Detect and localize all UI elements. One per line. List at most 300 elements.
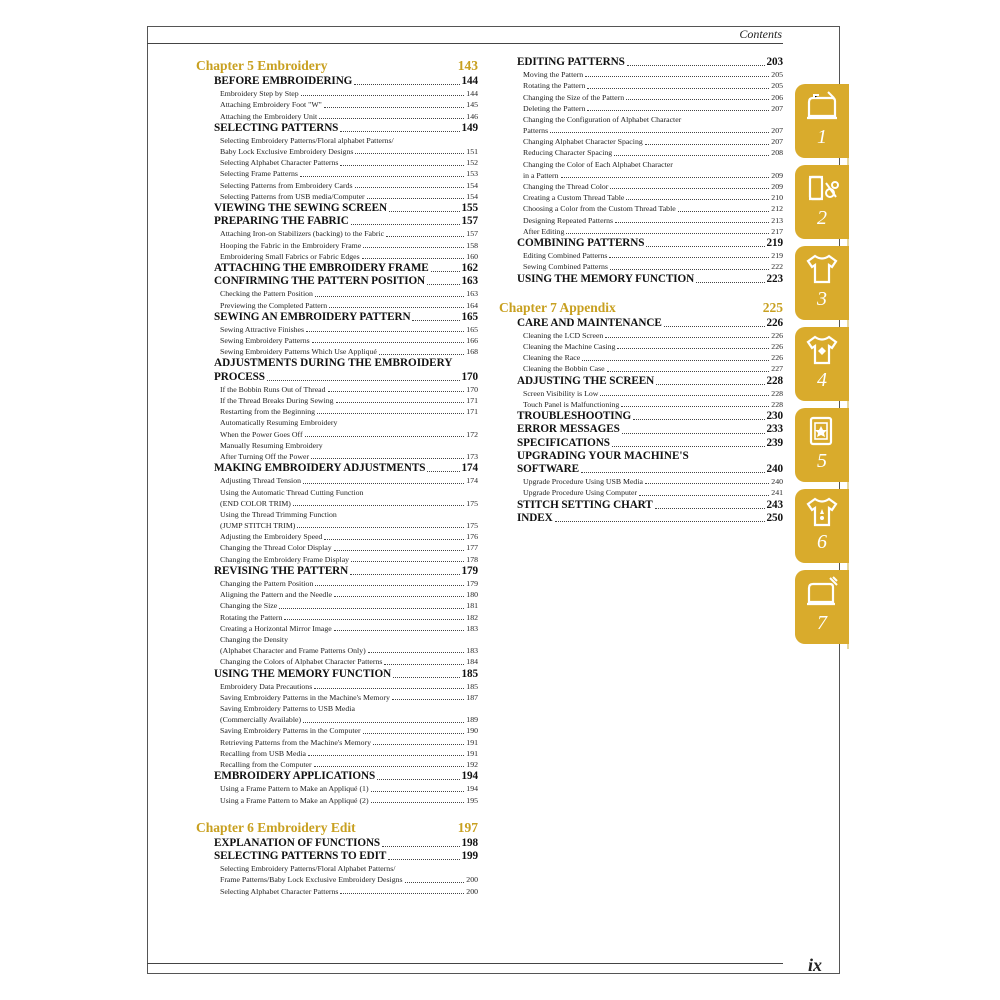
dot-leader <box>614 155 769 156</box>
shirt-icon <box>804 252 840 286</box>
toc-subsection-entry[interactable] <box>499 192 783 203</box>
toc-entry-title: Creating a Custom Thread Table <box>523 193 625 203</box>
toc-subsection-entry[interactable] <box>499 388 783 399</box>
dot-leader <box>405 882 465 883</box>
toc-section-entry[interactable] <box>196 462 478 475</box>
toc-entry-page: 145 <box>466 100 478 110</box>
toc-subsection-entry[interactable] <box>196 180 478 191</box>
running-header: Contents <box>739 27 782 41</box>
toc-section-entry[interactable] <box>196 668 478 681</box>
toc-subsection-entry[interactable] <box>499 261 783 272</box>
toc-subsection-entry[interactable] <box>499 80 783 91</box>
toc-subsection-entry[interactable] <box>499 69 783 80</box>
toc-subsection-entry[interactable] <box>196 146 478 157</box>
chapter-page: 225 <box>762 299 783 315</box>
toc-entry-title: Saving Embroidery Patterns in the Machine's Memory <box>220 692 390 702</box>
toc-entry-page: 207 <box>771 103 783 113</box>
toc-section-entry[interactable] <box>196 850 478 863</box>
toc-subsection-entry[interactable] <box>196 346 478 357</box>
toc-entry-page: 160 <box>466 251 478 261</box>
toc-entry-title: Reducing Character Spacing <box>523 148 613 158</box>
dot-leader <box>645 144 770 145</box>
toc-entry-page: 198 <box>461 836 478 849</box>
toc-subsection-entry[interactable] <box>196 874 478 885</box>
dot-leader <box>373 744 464 745</box>
toc-entry-page: 241 <box>771 488 783 498</box>
toc-subsection-entry[interactable] <box>499 330 783 341</box>
toc-subsection-entry[interactable] <box>196 251 478 262</box>
toc-subsection-entry[interactable] <box>196 169 478 180</box>
toc-subsection-entry[interactable] <box>499 399 783 410</box>
chapter-heading[interactable] <box>196 818 478 837</box>
toc-subsection-entry[interactable] <box>196 406 478 417</box>
chapter-tab-number: 6 <box>817 531 827 553</box>
toc-entry-page: 207 <box>771 126 783 136</box>
dot-leader <box>319 118 464 119</box>
toc-entry-page: 144 <box>461 75 478 87</box>
toc-subsection-entry[interactable] <box>196 88 478 99</box>
toc-subsection-entry[interactable] <box>196 487 478 498</box>
toc-subsection-entry[interactable] <box>499 226 783 237</box>
dot-leader <box>646 246 764 247</box>
toc-entry-page: 210 <box>771 193 783 203</box>
toc-section-entry[interactable] <box>196 311 478 324</box>
toc-subsection-entry[interactable] <box>196 554 478 565</box>
toc-entry-title: Checking the Pattern Position <box>220 289 313 299</box>
machine-maintenance-icon <box>804 576 840 610</box>
toc-subsection-entry[interactable] <box>196 324 478 335</box>
toc-subsection-entry[interactable] <box>196 692 478 703</box>
toc-subsection-entry[interactable] <box>196 726 478 737</box>
dot-leader <box>627 65 765 66</box>
toc-section-entry[interactable] <box>196 275 478 288</box>
toc-entry-page: 226 <box>766 316 783 329</box>
toc-entry-page: 219 <box>766 237 783 249</box>
toc-section-entry[interactable] <box>499 410 783 423</box>
dot-leader <box>297 527 464 528</box>
toc-entry-title: Recalling from USB Media <box>220 748 306 758</box>
dot-leader <box>334 596 464 597</box>
toc-section-entry[interactable] <box>196 837 478 850</box>
toc-entry-page: 171 <box>466 407 478 417</box>
toc-subsection-entry[interactable] <box>196 288 478 299</box>
toc-section-entry[interactable] <box>196 215 478 228</box>
toc-section-entry[interactable] <box>499 375 783 388</box>
toc-entry-page: 199 <box>461 850 478 862</box>
toc-subsection-entry[interactable] <box>196 578 478 589</box>
toc-subsection-entry[interactable] <box>499 114 783 125</box>
dot-leader <box>678 211 770 212</box>
toc-subsection-entry[interactable] <box>196 335 478 346</box>
toc-entry-title: Adjusting the Embroidery Speed <box>220 532 323 542</box>
decorated-shirt-icon <box>804 495 840 529</box>
toc-entry-page: 226 <box>771 342 783 352</box>
toc-entry-title: ADJUSTING THE SCREEN <box>517 374 655 387</box>
toc-entry-page: 165 <box>466 324 478 334</box>
toc-entry-page: 181 <box>466 601 478 611</box>
toc-entry-page: 223 <box>766 272 783 285</box>
chapter-tab-3[interactable] <box>795 246 849 320</box>
toc-subsection-entry[interactable] <box>196 737 478 748</box>
dot-leader <box>600 395 769 396</box>
toc-entry-title: Selecting Alphabet Character Patterns <box>220 158 339 168</box>
toc-entry-page: 165 <box>461 310 478 323</box>
toc-entry-page: 155 <box>461 202 478 215</box>
dot-leader <box>355 153 464 154</box>
toc-subsection-entry[interactable] <box>499 352 783 363</box>
toc-entry-page: 217 <box>771 226 783 236</box>
toc-entry-page: 183 <box>466 646 478 656</box>
toc-entry-title: (Alphabet Character and Frame Patterns Only) <box>220 646 366 656</box>
dot-leader <box>431 271 460 272</box>
toc-entry-title: Attaching Embroidery Foot "W" <box>220 100 322 110</box>
toc-entry-page: 175 <box>466 521 478 531</box>
toc-entry-title: COMBINING PATTERNS <box>517 237 645 249</box>
dot-leader <box>371 791 465 792</box>
chapter-heading[interactable] <box>499 298 783 317</box>
toc-entry-title: Changing Alphabet Character Spacing <box>523 137 643 147</box>
dot-leader <box>587 88 769 89</box>
toc-subsection-entry[interactable] <box>196 623 478 634</box>
toc-entry-page: 163 <box>466 289 478 299</box>
toc-entry-page: 200 <box>466 875 478 885</box>
toc-entry-title: Changing the Density <box>220 634 288 644</box>
toc-entry-title: VIEWING THE SEWING SCREEN <box>214 202 387 215</box>
dot-leader <box>655 508 765 509</box>
toc-entry-page: 163 <box>461 275 478 288</box>
chapter-title: Chapter 6 Embroidery Edit <box>196 819 356 835</box>
toc-entry-title: Restarting from the Beginning <box>220 407 316 417</box>
toc-entry-title: SELECTING PATTERNS TO EDIT <box>214 850 387 862</box>
toc-entry-page: 178 <box>466 554 478 564</box>
toc-entry-title: Selecting Embroidery Patterns/Floral alphabet Patterns/ <box>220 135 394 145</box>
toc-entry-title: BEFORE EMBROIDERING <box>214 75 353 87</box>
toc-subsection-entry[interactable] <box>196 681 478 692</box>
toc-subsection-entry[interactable] <box>499 364 783 375</box>
dot-leader <box>368 652 465 653</box>
toc-section-entry[interactable] <box>499 499 783 512</box>
toc-entry-title: Embroidery Step by Step <box>220 89 299 99</box>
toc-subsection-entry[interactable] <box>499 215 783 226</box>
dot-leader <box>377 779 459 780</box>
chapter-tab-2[interactable] <box>795 165 849 239</box>
toc-subsection-entry[interactable] <box>196 783 478 794</box>
dot-leader <box>324 107 464 108</box>
dot-leader <box>362 258 465 259</box>
dot-leader <box>582 360 769 361</box>
dot-leader <box>284 619 464 620</box>
dot-leader <box>626 99 769 100</box>
chapter-7-entries <box>499 317 783 525</box>
toc-subsection-entry[interactable] <box>499 103 783 114</box>
toc-subsection-entry[interactable] <box>499 203 783 214</box>
toc-entry-title: Changing the Size of the Pattern <box>523 92 625 102</box>
toc-entry-page: 212 <box>771 204 783 214</box>
toc-section-entry[interactable] <box>196 75 478 88</box>
toc-entry-title: Previewing the Completed Pattern <box>220 300 328 310</box>
dot-leader <box>315 296 464 297</box>
chapter-tab-4[interactable] <box>795 327 849 401</box>
toc-entry-page: 250 <box>766 511 783 524</box>
dot-leader <box>561 177 770 178</box>
dot-leader <box>351 224 460 225</box>
toc-entry-title: Selecting Patterns from USB media/Computer <box>220 191 365 201</box>
toc-entry-page: 200 <box>466 886 478 896</box>
chapter-6-entries <box>196 837 478 897</box>
toc-section-entry[interactable] <box>499 273 783 286</box>
toc-subsection-entry[interactable] <box>196 589 478 600</box>
toc-section-entry[interactable] <box>196 770 478 783</box>
dot-leader <box>609 257 769 258</box>
dot-leader <box>306 331 464 332</box>
toc-subsection-entry[interactable] <box>499 250 783 261</box>
sewing-machine-icon <box>804 90 840 124</box>
dot-leader <box>566 233 769 234</box>
toc-right-column <box>499 56 783 525</box>
toc-entry-title: STITCH SETTING CHART <box>517 498 653 511</box>
dot-leader <box>279 608 464 609</box>
toc-entry-page: 146 <box>466 111 478 121</box>
toc-entry-page: 240 <box>766 463 783 475</box>
toc-entry-title: Changing the Pattern Position <box>220 579 314 589</box>
toc-entry-page: 191 <box>466 748 478 758</box>
toc-subsection-entry[interactable] <box>196 795 478 806</box>
toc-section-entry[interactable] <box>499 437 783 450</box>
dot-leader <box>389 211 460 212</box>
chapter-tab-number: 2 <box>817 207 827 229</box>
chapter-tab-6[interactable] <box>795 489 849 563</box>
dot-leader <box>311 458 464 459</box>
dot-leader <box>303 483 464 484</box>
toc-entry-page: 144 <box>466 89 478 99</box>
toc-subsection-entry[interactable] <box>196 440 478 451</box>
toc-subsection-entry[interactable] <box>499 148 783 159</box>
toc-entry-page: 157 <box>461 215 478 228</box>
toc-entry-page: 172 <box>466 429 478 439</box>
toc-subsection-entry[interactable] <box>499 476 783 487</box>
toc-entry-title: ADJUSTMENTS DURING THE EMBROIDERY <box>214 357 453 370</box>
toc-section-entry[interactable] <box>499 512 783 525</box>
toc-subsection-entry[interactable] <box>196 759 478 770</box>
toc-subsection-entry[interactable] <box>196 157 478 168</box>
chapter-tab-number: 5 <box>817 450 827 472</box>
toc-subsection-entry[interactable] <box>196 498 478 509</box>
chapter-tab-number: 4 <box>817 369 827 391</box>
dot-leader <box>412 320 459 321</box>
toc-entry-title: SOFTWARE <box>517 463 579 475</box>
toc-entry-title: Cleaning the LCD Screen <box>523 330 604 340</box>
dot-leader <box>350 574 459 575</box>
toc-subsection-entry[interactable] <box>196 863 478 874</box>
toc-subsection-entry[interactable] <box>499 136 783 147</box>
toc-subsection-entry[interactable] <box>196 191 478 202</box>
toc-entry-page: 154 <box>466 180 478 190</box>
chapter-5-entries <box>196 75 478 806</box>
toc-section-entry[interactable] <box>196 565 478 578</box>
chapter-title: Chapter 7 Appendix <box>499 299 616 315</box>
dot-leader <box>605 337 769 338</box>
chapter-tab-7[interactable] <box>795 570 849 644</box>
chapter-tab-5[interactable] <box>795 408 849 482</box>
toc-subsection-entry[interactable] <box>499 170 783 181</box>
toc-entry-page: 179 <box>461 564 478 577</box>
toc-entry-title: Sewing Combined Patterns <box>523 262 608 272</box>
toc-subsection-entry[interactable] <box>499 181 783 192</box>
toc-section-entry[interactable] <box>196 371 478 384</box>
toc-section-entry[interactable] <box>499 463 783 476</box>
toc-entry-page: 168 <box>466 347 478 357</box>
toc-subsection-entry[interactable] <box>196 99 478 110</box>
toc-subsection-entry[interactable] <box>196 600 478 611</box>
toc-entry-title: UPGRADING YOUR MACHINE'S <box>517 449 689 462</box>
toc-subsection-entry[interactable] <box>196 228 478 239</box>
toc-subsection-entry[interactable] <box>196 886 478 897</box>
dot-leader <box>371 802 465 803</box>
toc-entry-page: 180 <box>466 590 478 600</box>
toc-entry-page: 170 <box>461 370 478 383</box>
dot-leader <box>393 677 459 678</box>
toc-section-entry[interactable] <box>196 358 478 371</box>
toc-entry-title: (END COLOR TRIM) <box>220 498 291 508</box>
toc-entry-page: 219 <box>771 251 783 261</box>
toc-entry-page: 185 <box>466 681 478 691</box>
chapter-tab-1[interactable] <box>795 84 849 158</box>
toc-entry-title: CARE AND MAINTENANCE <box>517 316 662 329</box>
footer-rule <box>147 963 783 964</box>
chapter-heading[interactable] <box>196 56 478 75</box>
toc-subsection-entry[interactable] <box>499 159 783 170</box>
dot-leader <box>610 188 769 189</box>
toc-subsection-entry[interactable] <box>196 417 478 428</box>
toc-left-column <box>196 56 478 897</box>
toc-subsection-entry[interactable] <box>499 92 783 103</box>
toc-subsection-entry[interactable] <box>196 543 478 554</box>
toc-subsection-entry[interactable] <box>196 634 478 645</box>
toc-entry-page: 228 <box>771 388 783 398</box>
dot-leader <box>340 165 464 166</box>
toc-subsection-entry[interactable] <box>196 520 478 531</box>
dot-leader <box>585 76 769 77</box>
toc-subsection-entry[interactable] <box>499 125 783 136</box>
dot-leader <box>384 664 464 665</box>
toc-subsection-entry[interactable] <box>196 384 478 395</box>
toc-entry-title: Aligning the Pattern and the Needle <box>220 590 332 600</box>
toc-subsection-entry[interactable] <box>196 395 478 406</box>
dot-leader <box>696 282 764 283</box>
toc-subsection-entry[interactable] <box>196 714 478 725</box>
toc-subsection-entry[interactable] <box>196 300 478 311</box>
toc-entry-title: Sewing Attractive Finishes <box>220 324 305 334</box>
dot-leader <box>664 326 765 327</box>
toc-entry-page: 157 <box>466 229 478 239</box>
toc-entry-title: EMBROIDERY APPLICATIONS <box>214 770 376 783</box>
toc-entry-page: 203 <box>766 56 783 68</box>
toc-subsection-entry[interactable] <box>196 748 478 759</box>
toc-entry-page: 151 <box>466 147 478 157</box>
toc-entry-page: 205 <box>771 70 783 80</box>
toc-subsection-entry[interactable] <box>196 612 478 623</box>
toc-section-entry[interactable] <box>196 202 478 215</box>
toc-entry-title: Changing the Color of Each Alphabet Character <box>523 159 673 169</box>
toc-section-entry[interactable] <box>499 237 783 250</box>
toc-entry-title: Sewing Embroidery Patterns Which Use Appliqué <box>220 347 377 357</box>
toc-subsection-entry[interactable] <box>499 487 783 498</box>
toc-entry-page: 206 <box>771 92 783 102</box>
toc-entry-title: Embroidering Small Fabrics or Fabric Edges <box>220 251 360 261</box>
toc-subsection-entry[interactable] <box>196 475 478 486</box>
toc-entry-title: Changing the Size <box>220 601 278 611</box>
toc-entry-page: 208 <box>771 148 783 158</box>
toc-subsection-entry[interactable] <box>196 645 478 656</box>
toc-subsection-entry[interactable] <box>196 656 478 667</box>
toc-entry-title: Using the Automatic Thread Cutting Function <box>220 487 364 497</box>
toc-entry-page: 154 <box>466 191 478 201</box>
dot-leader <box>300 176 464 177</box>
toc-subsection-entry[interactable] <box>499 341 783 352</box>
dot-leader <box>379 354 464 355</box>
toc-entry-title: Changing the Configuration of Alphabet Character <box>523 114 682 124</box>
toc-entry-page: 226 <box>771 353 783 363</box>
toc-entry-page: 191 <box>466 737 478 747</box>
toc-entry-page: 227 <box>771 364 783 374</box>
toc-section-entry[interactable] <box>499 56 783 69</box>
toc-entry-title: When the Power Goes Off <box>220 429 303 439</box>
toc-entry-title: Automatically Resuming Embroidery <box>220 418 338 428</box>
toc-subsection-entry[interactable] <box>196 509 478 520</box>
toc-entry-page: 162 <box>461 262 478 274</box>
dot-leader <box>621 406 769 407</box>
toc-section-entry[interactable] <box>196 122 478 135</box>
toc-entry-title: Changing the Colors of Alphabet Character Patterns <box>220 657 383 667</box>
toc-entry-page: 175 <box>466 498 478 508</box>
toc-section-entry[interactable] <box>499 423 783 436</box>
toc-entry-title: After Turning Off the Power <box>220 451 310 461</box>
toc-entry-title: Recalling from the Computer <box>220 760 312 770</box>
toc-subsection-entry[interactable] <box>196 451 478 462</box>
toc-entry-page: 207 <box>771 137 783 147</box>
chapter-tab-number: 3 <box>817 288 827 310</box>
dot-leader <box>301 95 465 96</box>
toc-entry-title: Manually Resuming Embroidery <box>220 440 323 450</box>
dot-leader <box>622 433 765 434</box>
dot-leader <box>314 766 465 767</box>
toc-entry-title: PREPARING THE FABRIC <box>214 215 349 228</box>
toc-entry-page: 170 <box>466 384 478 394</box>
toc-entry-title: Attaching Iron-on Stabilizers (backing) to the Fabric <box>220 229 385 239</box>
toc-entry-title: SELECTING PATTERNS <box>214 121 339 134</box>
toc-section-entry[interactable] <box>499 317 783 330</box>
toc-entry-page: 226 <box>771 330 783 340</box>
toc-section-entry[interactable] <box>196 262 478 275</box>
dot-leader <box>267 380 460 381</box>
toc-entry-title: Selecting Frame Patterns <box>220 169 298 179</box>
dot-leader <box>354 84 459 85</box>
dot-leader <box>555 521 765 522</box>
toc-subsection-entry[interactable] <box>196 135 478 146</box>
toc-entry-title: (Commercially Available) <box>220 715 302 725</box>
toc-section-entry[interactable] <box>499 450 783 463</box>
toc-subsection-entry[interactable] <box>196 111 478 122</box>
dot-leader <box>312 342 465 343</box>
toc-subsection-entry[interactable] <box>196 531 478 542</box>
toc-subsection-entry[interactable] <box>196 240 478 251</box>
dot-leader <box>293 505 464 506</box>
toc-entry-page: 213 <box>771 215 783 225</box>
toc-entry-title: Adjusting Thread Tension <box>220 476 302 486</box>
dot-leader <box>315 585 464 586</box>
toc-subsection-entry[interactable] <box>196 429 478 440</box>
toc-subsection-entry[interactable] <box>196 703 478 714</box>
